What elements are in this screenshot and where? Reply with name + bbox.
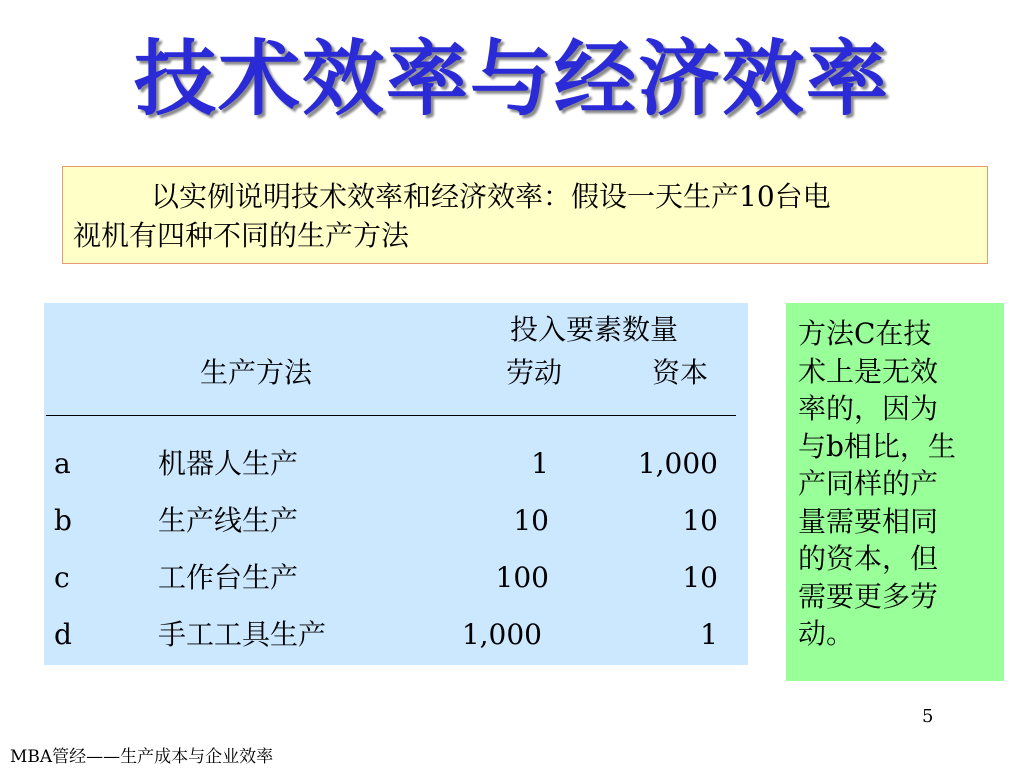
row-id: c	[54, 561, 70, 594]
note-line: 的资本，但	[798, 542, 939, 575]
row-id: a	[54, 447, 71, 480]
row-method: 生产线生产	[158, 504, 299, 537]
intro-line-1: 以实例说明技术效率和经济效率：假设一天生产10台电	[151, 180, 831, 213]
note-line: 动。	[798, 617, 855, 650]
intro-line-2: 视机有四种不同的生产方法	[73, 219, 410, 252]
note-line: 率的，因为	[798, 392, 939, 425]
header-inputs: 投入要素数量	[510, 313, 679, 346]
row-capital: 1	[700, 618, 718, 651]
header-capital: 资本	[652, 356, 709, 389]
row-labor: 100	[495, 561, 549, 594]
row-method: 工作台生产	[158, 561, 299, 594]
note-line: 量需要相同	[798, 504, 939, 538]
header-labor: 劳动	[506, 356, 563, 389]
note-line: 方法C在技	[798, 317, 932, 350]
note-line: 与b相比，生	[798, 429, 956, 463]
header-divider	[46, 415, 736, 416]
production-methods-table	[44, 303, 748, 665]
footer-text: MBA管经——生产成本与企业效率	[10, 747, 274, 767]
table-row	[44, 558, 748, 598]
slide-title: 技术效率与经济效率	[133, 32, 890, 127]
header-method: 生产方法	[200, 356, 313, 389]
row-method: 机器人生产	[158, 447, 299, 480]
row-labor: 10	[513, 504, 549, 537]
row-capital: 10	[682, 561, 718, 594]
table-row	[44, 615, 748, 655]
row-labor: 1	[531, 447, 549, 480]
table-row	[44, 444, 748, 484]
row-labor: 1,000	[461, 618, 542, 651]
row-id: d	[54, 618, 72, 651]
intro-box	[62, 166, 988, 264]
row-id: b	[54, 504, 72, 537]
note-line: 需要更多劳	[798, 579, 939, 613]
row-capital: 1,000	[637, 447, 718, 480]
explanation-note	[786, 303, 1004, 681]
table-row	[44, 501, 748, 541]
note-line: 产同样的产	[798, 467, 939, 500]
row-method: 手工工具生产	[158, 618, 327, 651]
page-number: 5	[922, 706, 934, 727]
row-capital: 10	[682, 504, 718, 537]
note-line: 术上是无效	[798, 354, 939, 388]
